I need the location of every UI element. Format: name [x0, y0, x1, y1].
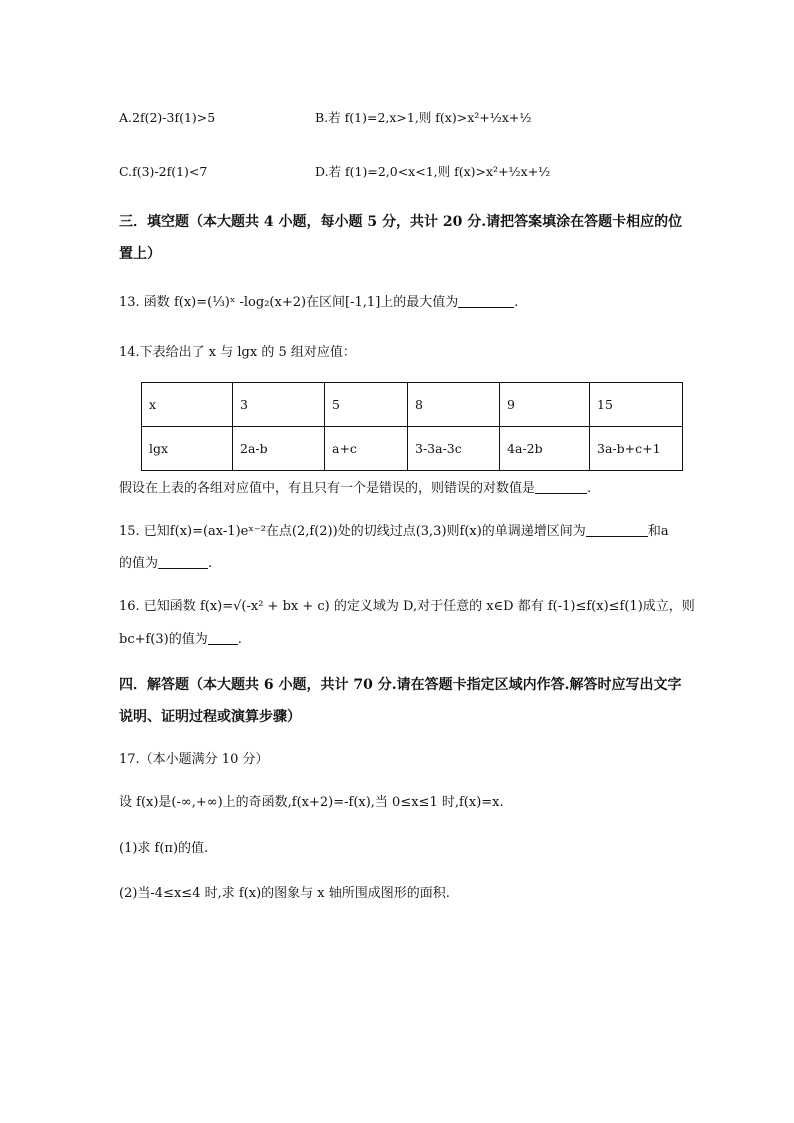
question-14-end: . [587, 481, 592, 496]
question-16: 16. 已知函数 f(x)=√(-x² + bx + c) 的定义域为 D,对于任意的 x∈D 都有 f(-1)≤f(x)≤f(1)成立，则 [119, 599, 695, 614]
question-16-end: . [237, 632, 242, 647]
question-15-line2 [119, 554, 212, 574]
table-cell: 9 [500, 383, 590, 427]
table-row-lgx [142, 427, 683, 471]
question-17-title: 17.（本小题满分 10 分） [119, 752, 269, 767]
section-4-heading: 四．解答题（本大题共 6 小题，共计 70 分.请在答题卡指定区域内作答.解答时应写出文字说明、证明过程或演算步骤） [119, 677, 682, 725]
question-16-line2-text: bc+f(3)的值为 [119, 632, 208, 647]
answer-blank [535, 479, 587, 494]
table-cell: 3 [233, 383, 325, 427]
question-17-stem: 设 f(x)是(-∞,+∞)上的奇函数,f(x+2)=-f(x),当 0≤x≤1 时,f(x)=x. [119, 795, 504, 810]
section-3-heading: 三．填空题（本大题共 4 小题，每小题 5 分，共计 20 分.请把答案填涂在答题卡相应的位置上） [119, 214, 683, 262]
value-table [141, 382, 683, 471]
option-b: B.若 f(1)=2,x>1,则 f(x)>x²+½x+½ [315, 110, 532, 125]
table-cell: 5 [325, 383, 408, 427]
answer-blank [158, 554, 208, 569]
question-15-text: 15. 已知f(x)=(ax-1)eˣ⁻²在点(2,f(2))处的切线过点(3,3)则f(x)的单调递增区间为 [119, 524, 586, 539]
question-15-line2-text: 的值为 [119, 556, 159, 571]
answer-blank [208, 630, 238, 645]
table-cell: lgx [142, 427, 233, 471]
question-17-part-1: (1)求 f(π)的值. [119, 841, 209, 856]
table-cell: 3a-b+c+1 [590, 427, 683, 471]
table-cell: x [142, 383, 233, 427]
question-14: 14.下表给出了 x 与 lgx 的 5 组对应值： [119, 345, 356, 360]
question-13-end: . [514, 295, 519, 310]
option-a: A.2f(2)-3f(1)>5 [119, 110, 216, 125]
answer-blank [586, 522, 648, 537]
question-14-after: 假设在上表的各组对应值中，有且只有一个是错误的，则错误的对数值是 [119, 481, 536, 496]
question-13 [119, 293, 518, 313]
table-cell: 4a-2b [500, 427, 590, 471]
table-cell: 15 [590, 383, 683, 427]
answer-blank [458, 293, 514, 308]
table-cell: a+c [325, 427, 408, 471]
question-15 [119, 522, 669, 542]
question-15-end: . [208, 556, 213, 571]
question-15-and: 和a [647, 524, 669, 539]
question-16-line2 [119, 630, 242, 650]
table-cell: 2a-b [233, 427, 325, 471]
table-row-x [142, 383, 683, 427]
option-c: C.f(3)-2f(1)<7 [119, 164, 208, 179]
question-14-followup [119, 479, 591, 499]
question-17-part-2: (2)当-4≤x≤4 时,求 f(x)的图象与 x 轴所围成图形的面积. [119, 886, 450, 901]
table-cell: 8 [408, 383, 500, 427]
table-cell: 3-3a-3c [408, 427, 500, 471]
question-13-text: 13. 函数 f(x)=(⅓)ˣ -log₂(x+2)在区间[-1,1]上的最大值为 [119, 295, 459, 310]
option-d: D.若 f(1)=2,0<x<1,则 f(x)>x²+½x+½ [315, 164, 551, 179]
